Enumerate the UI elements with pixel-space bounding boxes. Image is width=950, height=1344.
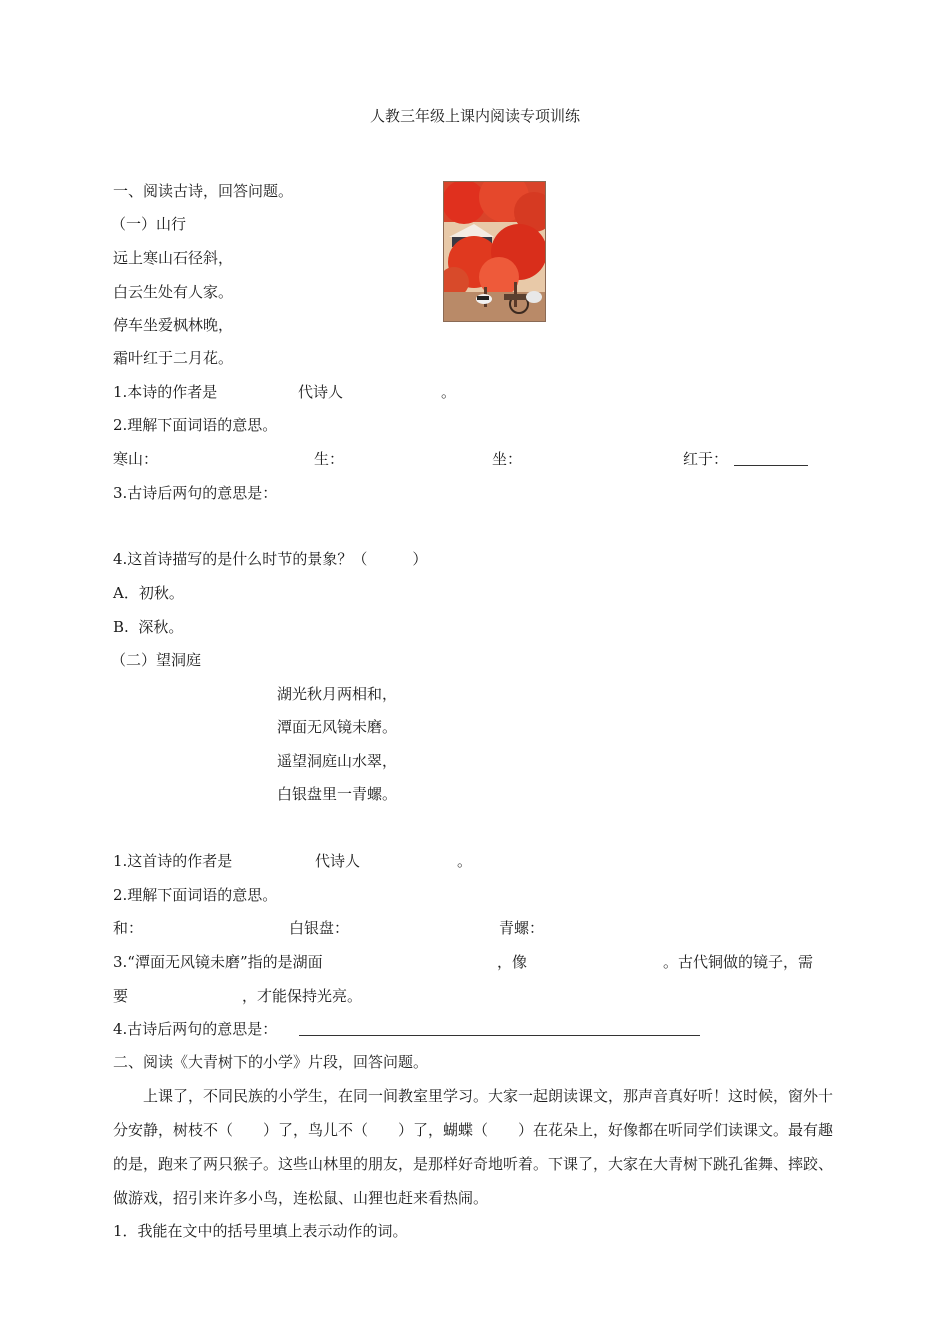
term-qingluo: 青螺：: [499, 919, 545, 937]
poem1-line-3: 停车坐爱枫林晚，: [113, 316, 234, 334]
p2q3-part-a: 3.“潭面无风镜未磨”指的是湖面: [113, 953, 323, 971]
p2q2-prompt: 2.理解下面词语的意思。: [113, 886, 278, 904]
poem2-line-1: 湖光秋月两相和，: [277, 685, 398, 703]
answer-blank-p2q4[interactable]: [299, 1019, 700, 1041]
q4-prompt: 4.这首诗描写的是什么时节的景象？（ ）: [113, 550, 428, 568]
p2q1-author-prompt: 1.这首诗的作者是: [113, 852, 233, 870]
p2q3-part-e: ，才能保持光亮。: [242, 987, 363, 1005]
poem1-line-2: 白云生处有人家。: [113, 283, 234, 301]
poem1-title: （一）山行: [111, 215, 187, 233]
page-title: 人教三年级上课内阅读专项训练: [369, 107, 580, 125]
term-hanshan: 寒山：: [113, 450, 159, 468]
section2-heading: 二、阅读《大青树下的小学》片段，回答问题。: [113, 1053, 429, 1071]
poem2-title: （二）望洞庭: [111, 651, 202, 669]
p2q3-part-b: ，像: [497, 953, 528, 971]
term-hongyu: 红于：: [683, 450, 729, 468]
p2q3-part-d: 要: [113, 987, 129, 1005]
q1-end: 。: [441, 383, 457, 401]
q3-prompt: 3.古诗后两句的意思是：: [113, 484, 278, 502]
term-sheng: 生：: [314, 450, 345, 468]
q2-prompt: 2.理解下面词语的意思。: [113, 416, 278, 434]
p2q1-dynasty-label: 代诗人: [315, 852, 361, 870]
poem2-line-4: 白银盘里一青螺。: [277, 785, 398, 803]
p2q3-part-c: 。古代铜做的镜子，需: [663, 953, 814, 971]
p2q4-prompt: 4.古诗后两句的意思是：: [113, 1020, 278, 1038]
q1-dynasty-label: 代诗人: [298, 383, 344, 401]
poem2-line-3: 遥望洞庭山水翠，: [277, 752, 398, 770]
poem1-line-4: 霜叶红于二月花。: [113, 349, 234, 367]
term-baiyinpan: 白银盘：: [289, 919, 350, 937]
maple-forest-illustration: [443, 181, 546, 322]
term-he: 和：: [113, 919, 144, 937]
option-a: A．初秋。: [113, 584, 184, 602]
term-zuo: 坐：: [492, 450, 523, 468]
answer-blank-hongyu[interactable]: [734, 449, 808, 471]
p2q1-end: 。: [457, 852, 473, 870]
poem2-line-2: 潭面无风镜未磨。: [277, 718, 398, 736]
q1-author-prompt: 1.本诗的作者是: [113, 383, 218, 401]
section1-heading: 一、阅读古诗，回答问题。: [113, 182, 294, 200]
poem1-line-1: 远上寒山石径斜，: [113, 249, 234, 267]
option-b: B. 深秋。: [113, 618, 184, 636]
reading-passage: 上课了，不同民族的小学生，在同一间教室里学习。大家一起朗读课文，那声音真好听！这时候，窗外十分安静，树枝不（ ）了，鸟儿不（ ）了，蝴蝶（ ）在花朵上，好像都在听同学们读课文。最有趣的是，跑来了两只猴子。这些山林里的朋友，是那样好奇地听着。下课了，大家在大青树下跳孔雀舞、摔跤、做游戏，招引来许多小鸟，连松鼠、山狸也赶来看热闹。: [113, 1087, 834, 1207]
section2-q1: 1．我能在文中的括号里填上表示动作的词。: [113, 1222, 408, 1240]
